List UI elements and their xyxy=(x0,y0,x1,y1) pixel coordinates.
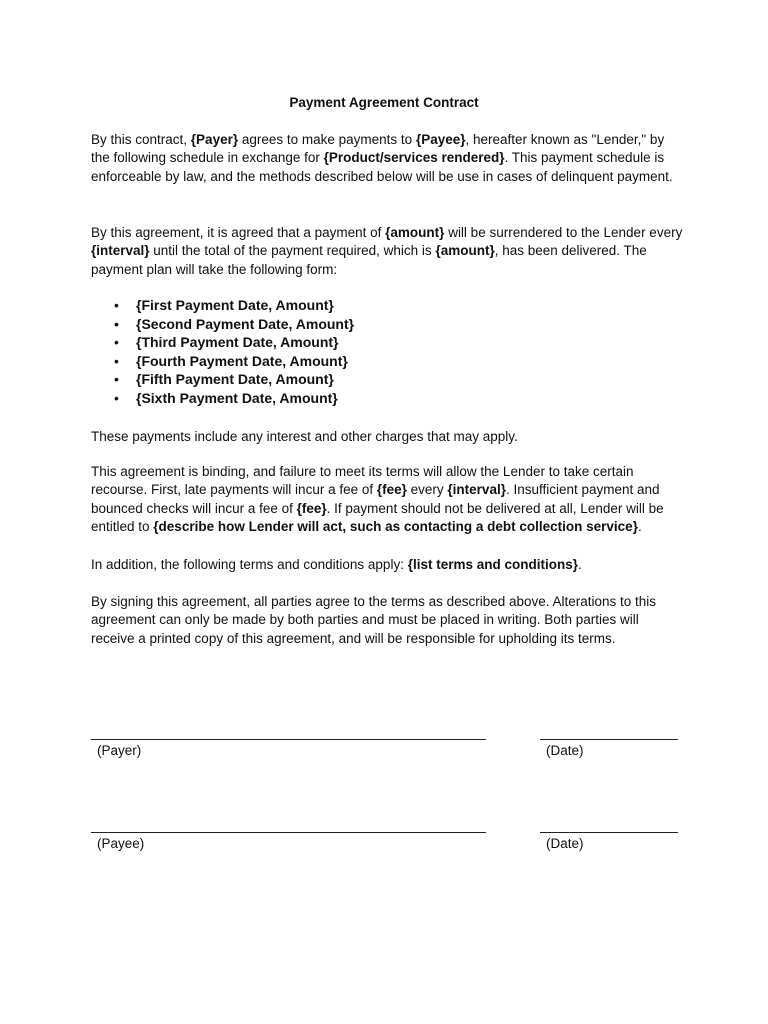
list-item xyxy=(91,333,683,352)
schedule-item-text: {Fourth Payment Date, Amount} xyxy=(136,352,348,369)
payer-placeholder: {Payer} xyxy=(190,132,239,147)
bullet-icon: • xyxy=(114,352,119,369)
fee-placeholder: {fee} xyxy=(376,482,407,498)
payer-signature-line[interactable] xyxy=(91,739,486,740)
intro-paragraph xyxy=(91,131,683,186)
text-run: every xyxy=(406,482,448,498)
bullet-icon: • xyxy=(114,297,119,313)
payee-date-line[interactable] xyxy=(540,832,678,833)
text-run: agrees to make payments to xyxy=(238,132,416,147)
charges-paragraph: These payments include any interest and other charges that may apply. xyxy=(91,429,518,444)
list-item xyxy=(91,296,683,315)
product-placeholder: {Product/services rendered} xyxy=(323,150,505,166)
payment-terms-paragraph xyxy=(91,224,683,279)
bullet-icon: • xyxy=(114,389,119,406)
list-item xyxy=(91,352,683,371)
text-run: . Insufficient payment and bounced checks will incur a fee of xyxy=(91,482,660,516)
text-run: , hereafter known as "Lender," by the following schedule in exchange for xyxy=(91,132,665,166)
total-amount-placeholder: {amount} xyxy=(435,243,495,259)
schedule-item-text: {Sixth Payment Date, Amount} xyxy=(136,389,338,406)
lender-action-placeholder: {describe how Lender will act, such as contacting a debt collection service} xyxy=(153,519,638,535)
list-item xyxy=(91,370,683,389)
payer-date-label: (Date) xyxy=(546,743,584,758)
payer-date-line[interactable] xyxy=(540,739,678,740)
text-run: . xyxy=(637,519,642,535)
payee-signature-label: (Payee) xyxy=(97,836,145,851)
text-run: By this contract, xyxy=(91,132,191,147)
schedule-item-text: {Third Payment Date, Amount} xyxy=(136,334,339,351)
schedule-item-text: {Fifth Payment Date, Amount} xyxy=(136,371,334,388)
text-run: . This payment schedule is enforceable by law, and the methods described below will be use in cases of delinquent payment. xyxy=(91,150,673,184)
penalties-paragraph xyxy=(91,463,683,537)
schedule-item-text: {Second Payment Date, Amount} xyxy=(136,315,355,332)
bullet-icon: • xyxy=(114,334,119,351)
signing-paragraph: By signing this agreement, all parties agree to the terms as described above. Alterations to this agreement can only be made by both parties and must be placed in writing. Both parties will receive a printed copy of this agreement, and will be responsible for upholding its terms. xyxy=(91,594,657,646)
payer-signature-label: (Payer) xyxy=(97,743,142,758)
text-run: . If payment should not be delivered at all, Lender will be entitled to xyxy=(91,500,664,535)
document-title: Payment Agreement Contract xyxy=(289,95,479,110)
schedule-item-text: {First Payment Date, Amount} xyxy=(136,297,334,313)
interval-placeholder: {interval} xyxy=(91,243,150,259)
payment-schedule-list xyxy=(91,296,683,408)
text-run: , has been delivered. The payment plan will take the following form: xyxy=(91,243,647,277)
bullet-icon: • xyxy=(114,371,119,388)
fee-placeholder: {fee} xyxy=(296,500,327,516)
text-run: By this agreement, it is agreed that a payment of xyxy=(91,225,386,240)
terms-placeholder: {list terms and conditions} xyxy=(407,557,578,572)
amount-placeholder: {amount} xyxy=(385,225,445,240)
text-run: This agreement is binding, and failure to meet its terms will allow the Lender to take certain recourse. First, late payments will incur a fee of xyxy=(91,464,634,498)
payee-signature-line[interactable] xyxy=(91,832,486,833)
text-run: . xyxy=(577,557,582,572)
conditions-paragraph xyxy=(91,556,683,574)
text-run: In addition, the following terms and conditions apply: xyxy=(91,557,408,572)
interval-placeholder: {interval} xyxy=(447,482,506,498)
list-item xyxy=(91,389,683,408)
list-item xyxy=(91,315,683,334)
text-run: until the total of the payment required, which is xyxy=(149,243,436,259)
bullet-icon: • xyxy=(114,315,119,332)
payee-placeholder: {Payee} xyxy=(415,132,466,147)
text-run: will be surrendered to the Lender every xyxy=(444,225,683,240)
payee-date-label: (Date) xyxy=(546,836,584,851)
